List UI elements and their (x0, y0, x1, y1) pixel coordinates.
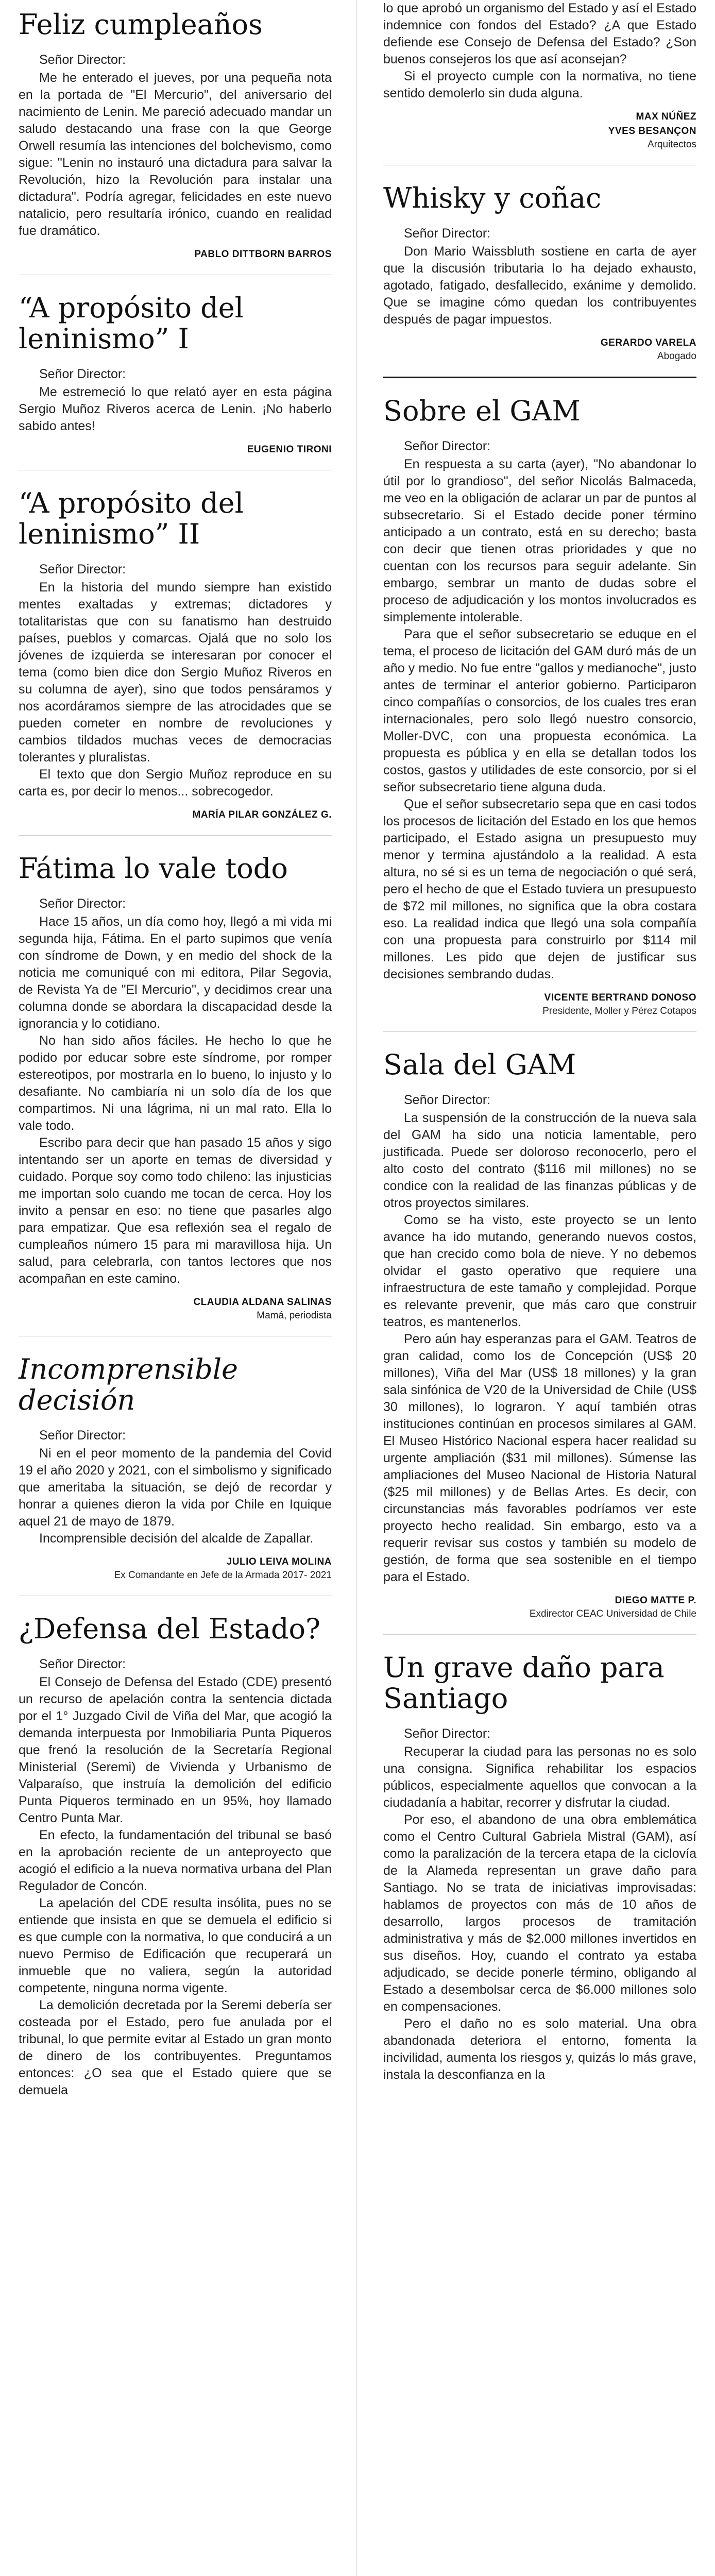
letter-grave-dano-santiago (383, 1652, 696, 2083)
signature: CLAUDIA ALDANA SALINAS (193, 1297, 332, 1308)
signature: YVES BESANÇON (608, 126, 696, 137)
signature-role: Exdirector CEAC Universidad de Chile (529, 1608, 696, 1619)
paragraph: Don Mario Waissbluth sostiene en carta de ayer que la discusión tributaria lo ha dejado exhausto, agotado, fatigado, desfallecido, exánime y demolido. Que se imagine cómo quedan los contribuyentes después de pagar impuestos. (383, 244, 696, 327)
letter-defensa-del-estado (19, 1614, 332, 2099)
paragraph: Recuperar la ciudad para las personas no es solo una consigna. Significa rehabilitar los espacios públicos, especialmente aquellos que convocan a la ciudadanía a habitar, recorrer y disfrutar la ciudad. (383, 1744, 696, 1810)
paragraph: Escribo para decir que han pasado 15 años y sigo intentando ser un aporte en temas de diversidad y cuidado. Porque soy como todo chileno: las injusticias me importan solo cuando me tocan de cerca. Hoy los invito a pensar en eso: no tiene que pasarles algo para empatizar. Que esa reflexión sea el regalo de cumpleaños número 15 para mi maravillosa hija. Un salud, para celebrarla, con tantos lectores que nos acompañan en este camino. (19, 1136, 332, 1286)
paragraph: Para que el señor subsecretario se eduque en el tema, el proceso de licitación del GAM duró más de un año y medio. No fue entre "gallos y medianoche", justo antes de terminar el anterior gobierno. Participaron cinco compañías o consorcios, de los cuales tres eran internacionales, pero solo llegó nuestro consorcio, Moller-DVC, con una propuesta económica. La propuesta es pública y en ella se detallan todos los costos, gastos y utilidades de este consorcio, por si el señor subsecretario tiene alguna duda. (383, 627, 696, 794)
divider (19, 835, 332, 836)
paragraph: Si el proyecto cumple con la normativa, no tiene sentido demolerlo sin duda alguna. (383, 69, 696, 100)
salutation: Señor Director: (39, 1657, 126, 1671)
letter-title: Feliz cumpleaños (19, 8, 263, 41)
paragraph: Pero el daño no es solo material. Una obra abandonada deteriora el entorno, fomenta la incivilidad, aumenta los riesgos y, quizás lo más grave, instala la desconfianza en la (383, 2016, 696, 2082)
letter-sobre-el-gam (383, 396, 696, 1032)
paragraph: Pero aún hay esperanzas para el GAM. Teatros de gran calidad, como los de Concepción (US$ 20 millones), Viña del Mar (US$ 18 millones) y la gran sala sinfónica de V20 de la Universidad de Chile (US$ 30 millones), lo lograron. Y aquí también otras instituciones continúan en procesos similares al GAM. El Museo Histórico Nacional espera hacer realidad su urgente ampliación ($31 mil millones). Súmense las ampliaciones del Museo Nacional de Historia Natural ($25 mil millones) y de Bellas Artes. Es decir, con circunstancias más favorables podríamos ver este proyecto hecho realidad. Sin embargo, esto va a requerir revisar sus costos y también su modelo de gestión, de forma que sea sostenible en el tiempo para el Estado. (383, 1332, 696, 1584)
letter-whisky-y-conac (383, 183, 696, 378)
letter-sala-del-gam (383, 1049, 696, 1635)
salutation: Señor Director: (39, 562, 126, 577)
divider (383, 377, 696, 378)
letter-leninismo-i (19, 293, 332, 470)
letter-title: “A propósito del leninismo” II (19, 487, 244, 550)
signature: MARÍA PILAR GONZÁLEZ G. (192, 809, 332, 820)
salutation: Señor Director: (404, 439, 491, 453)
signature: PABLO DITTBORN BARROS (194, 249, 332, 260)
divider (383, 1634, 696, 1635)
signature: VICENTE BERTRAND DONOSO (544, 992, 696, 1003)
salutation: Señor Director: (404, 226, 491, 241)
left-column (19, 0, 332, 2116)
signature-role: Mamá, periodista (257, 1310, 332, 1321)
salutation: Señor Director: (39, 53, 126, 67)
letter-feliz-cumpleanos (19, 9, 332, 275)
paragraph: Me estremeció lo que relató ayer en esta página Sergio Muñoz Riveros acerca de Lenin. ¡No haberlo sabido antes! (19, 385, 332, 433)
salutation: Señor Director: (39, 896, 126, 911)
paragraph: Que el señor subsecretario sepa que en casi todos los procesos de licitación del Estado en los que hemos participado, el Estado asigna un presupuesto muy menor y termina ajustándolo a la realidad. A esta altura, no sé si es un tema de negociación o qué será, pero el hecho de que el Estado tuviera un presupuesto de $72 mil millones, no significa que la obra costara eso. La realidad indica que llegó una sola compañía con una propuesta para construirlo por $114 mil millones. Les pido que dejen de justificar sus decisiones sembrando dudas. (383, 797, 696, 981)
letter-incomprensible-decision (19, 1354, 332, 1596)
salutation: Señor Director: (39, 367, 126, 381)
signature: DIEGO MATTE P. (615, 1595, 696, 1606)
letter-title: Sobre el GAM (383, 395, 581, 427)
paragraph: La apelación del CDE resulta insólita, pues no se entiende que insista en que se demuela el edificio si es que cumple con la normativa, lo que conducirá a un nuevo Permiso de Edificación que recuperará un inmueble que no valiera, según la autoridad competente, ninguna norma vigente. (19, 1896, 332, 1995)
signature: GERARDO VARELA (600, 337, 696, 348)
letter-title: Fátima lo vale todo (19, 852, 288, 885)
paragraph: El texto que don Sergio Muñoz reproduce en su carta es, por decir lo menos... sobrecogedor. (19, 767, 332, 799)
paragraph: La suspensión de la construcción de la nueva sala del GAM ha sido una noticia lamentable, pero justificada. Puede ser doloroso reconocerlo, pero el alto costo del contrato ($116 mil millones) no se condice con la realidad de las finanzas públicas y de otros proyectos similares. (383, 1111, 696, 1210)
paragraph: No han sido años fáciles. He hecho lo que he podido por educar sobre este síndrome, por romper estereotipos, por mostrarla en lo bueno, lo injusto y lo desafiante. No cambiaría ni un solo día de los que compartimos. Ni una lágrima, ni un mal rato. Ella lo vale todo. (19, 1033, 332, 1133)
salutation: Señor Director: (404, 1726, 491, 1741)
signature-role: Ex Comandante en Jefe de la Armada 2017- 2021 (114, 1570, 332, 1581)
paragraph: Hace 15 años, un día como hoy, llegó a mi vida mi segunda hija, Fátima. En el parto supimos que venía con síndrome de Down, y en medio del shock de la noticia me comuniqué con mi editora, Pilar Segovia, de Revista Ya de "El Mercurio", y decidimos crear una columna donde se abordara la discapacidad desde la ignorancia y lo cotidiano. (19, 914, 332, 1031)
paragraph: Como se ha visto, este proyecto se un lento avance ha ido mutando, generando nuevos costos, que han crecido como bola de nieve. Y no debemos olvidar el gasto operativo que requiere una infraestructura de este tamaño y complejidad. Porque es relevante prevenir, que más caro que construir teatros, es mantenerlos. (383, 1213, 696, 1329)
letter-leninismo-ii (19, 488, 332, 836)
letter-defensa-del-estado-continuation (383, 0, 696, 165)
letter-title: Whisky y coñac (383, 182, 602, 214)
letter-title: Un grave daño para Santiago (383, 1651, 665, 1715)
signature: MAX NÚÑEZ (636, 111, 696, 122)
paragraph: Me he enterado el jueves, por una pequeña nota en la portada de "El Mercurio", del aniversario del nacimiento de Lenin. Me pareció adecuado mandar un saludo destacando una frase con la que George Orwell resumía las intenciones del bolchevismo, como sigue: "Lenin no instauró una dictadura para salvar la Revolución, hizo la Revolución para instalar una dictadura". Podría agregar, felicidades en este nuevo natalicio, pero resultaría irónico, cuando en realidad fue dramático. (19, 71, 332, 238)
signature-role: Presidente, Moller y Pérez Cotapos (542, 1006, 696, 1016)
paragraph: lo que aprobó un organismo del Estado y así el Estado indemnice con fondos del Estado? ¿A que Estado defiende ese Consejo de Defensa del Estado? ¿Son buenos consejeros los que así aconsejan? (383, 1, 696, 66)
paragraph: Por eso, el abandono de una obra emblemática como el Centro Cultural Gabriela Mistral (GAM), así como la paralización de la tercera etapa de la ciclovía de la Alameda representan un grave daño para Santiago. No se trata de iniciativas improvisadas: hablamos de proyectos con más de 10 años de desarrollo, largos procesos de tramitación administrativa y más de $2.000 millones invertidos en sus diseños. Hoy, cuando el contrato ya estaba adjudicado, se decide ponerle término, obligando al Estado a desembolsar cerca de $6.000 millones solo en compensaciones. (383, 1812, 696, 2014)
letter-title: “A propósito del leninismo” I (19, 292, 244, 355)
salutation: Señor Director: (404, 1093, 491, 1107)
signature-role: Arquitectos (647, 139, 696, 150)
right-column (383, 0, 696, 2101)
paragraph: La demolición decretada por la Seremi debería ser costeada por el Estado, pero fue anulada por el tribunal, lo que permite evitar al Estado un gran monto de dinero de los contribuyentes. Preguntamos entonces: ¿O sea que el Estado quiere que se demuela (19, 1998, 332, 2097)
paragraph: En efecto, la fundamentación del tribunal se basó en la aprobación reciente de un anteproyecto que acogió el edificio a la nueva normativa urbana del Plan Regulador de Concón. (19, 1828, 332, 1893)
paragraph: El Consejo de Defensa del Estado (CDE) presentó un recurso de apelación contra la sentencia dictada por el 1° Juzgado Civil de Viña del Mar, que acogió la demanda interpuesta por Inmobiliaria Punta Piqueros que frenó la resolución de la Secretaría Regional Ministerial (Seremi) de Vivienda y Urbanismo de Valparaíso, que instruía la demolición del edificio Punta Piqueros terminado en un 95%, hoy llamado Centro Punta Mar. (19, 1675, 332, 1825)
signature: EUGENIO TIRONI (247, 444, 332, 455)
letter-title: Incomprensible decisión (19, 1353, 238, 1416)
signature-role: Abogado (657, 351, 696, 362)
letter-fatima (19, 853, 332, 1336)
paragraph: En respuesta a su carta (ayer), "No abandonar lo útil por lo grandioso", del señor Nicolás Balmaceda, me veo en la obligación de aclarar un par de puntos al subsecretario. Si el Estado decide poner término anticipado a un contrato, está en su derecho; basta con decir que tienen otras prioridades y que no cuentan con los recursos para seguir adelante. Sin embargo, sembrar un manto de dudas sobre el proceso de adjudicación y los montos involucrados es simplemente intolerable. (383, 457, 696, 624)
paragraph: Incomprensible decisión del alcalde de Zapallar. (39, 1531, 314, 1546)
salutation: Señor Director: (39, 1428, 126, 1443)
paragraph: Ni en el peor momento de la pandemia del Covid 19 el año 2020 y 2021, con el simbolismo y significado que ameritaba la situación, se dejó de recordar y honrar a quienes dieron la vida por Chile en Iquique aquel 21 de mayo de 1879. (19, 1446, 332, 1529)
column-divider (356, 0, 357, 2576)
letter-title: Sala del GAM (383, 1048, 576, 1081)
divider (383, 1031, 696, 1032)
signature: JULIO LEIVA MOLINA (226, 1556, 332, 1567)
paragraph: En la historia del mundo siempre han existido mentes exaltadas y extremas; dictadores y totalitaristas que con su fanatismo han destruido países, pueblos y comarcas. Ojalá que no solo los jóvenes de izquierda se interesaran por conocer el tema (como bien dice don Sergio Muñoz Riveros en su columna de ayer), sino que todos pensáramos y nos acordáramos siempre de las atrocidades que se pueden cometer en nombre de revoluciones y cambios tildados muchas veces de democracias tolerantes y pluralistas. (19, 580, 332, 765)
letter-title: ¿Defensa del Estado? (19, 1613, 321, 1645)
